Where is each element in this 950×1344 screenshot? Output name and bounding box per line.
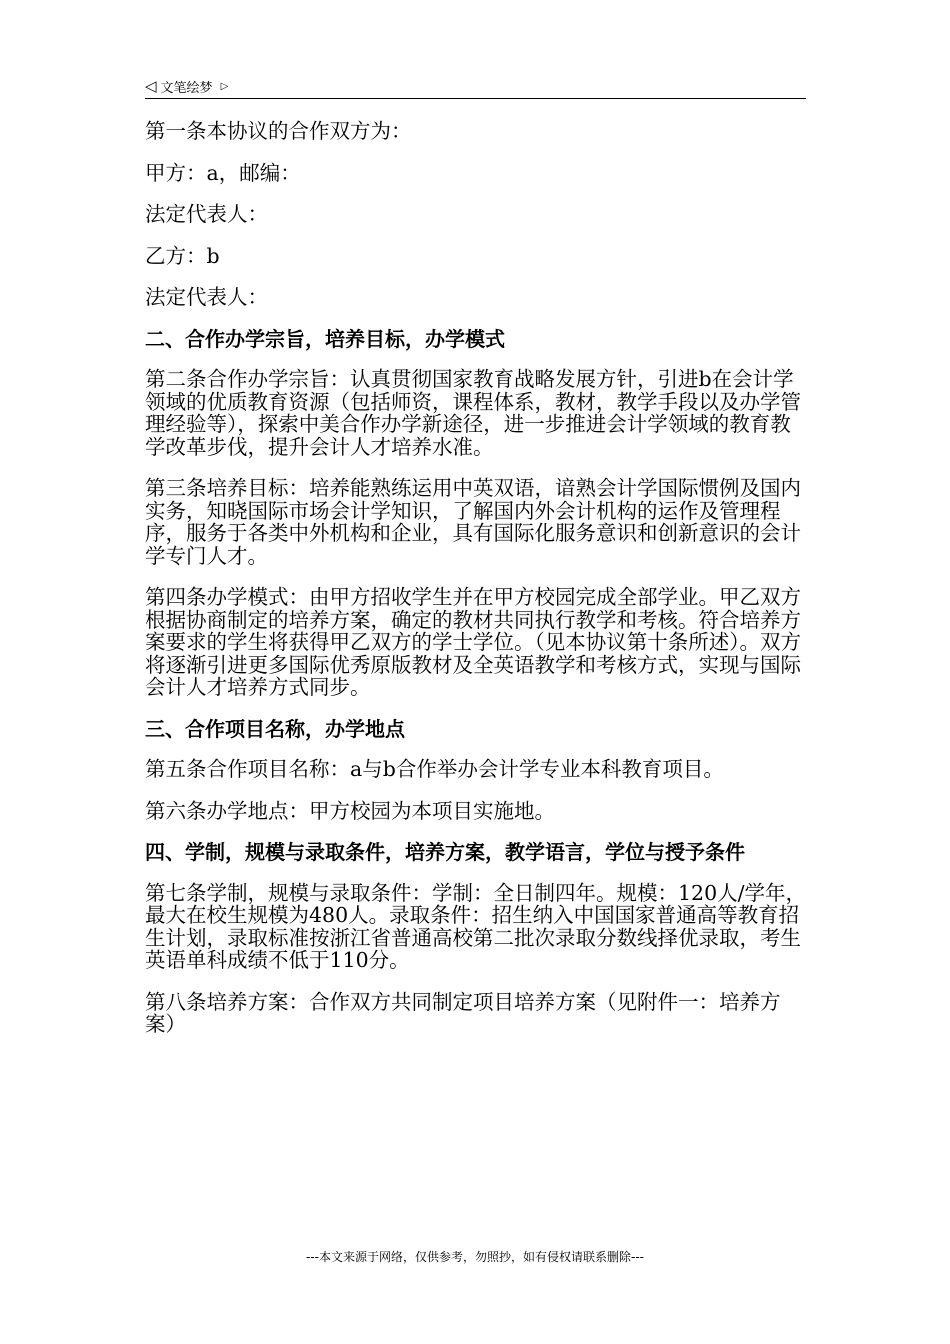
section-heading: 二、合作办学宗旨，培养目标，办学模式: [145, 326, 505, 351]
triangle-right-icon: ▷: [220, 80, 229, 92]
paragraph: 第一条本协议的合作双方为：: [145, 119, 412, 143]
paragraph: 法定代表人：: [145, 202, 268, 226]
section-heading: 三、合作项目名称，办学地点: [145, 716, 405, 741]
paragraph: 第六条办学地点：甲方校园为本项目实施地。: [145, 798, 555, 823]
paragraph: 第三条培养目标：培养能熟练运用中英双语，谙熟会计学国际惯例及国内实务，知晓国际市场会计学知识，了解国内外会计机构的运作及管理程序，服务于各类中外机构和企业，具有国际化服务意识和创新意识的会计学专门人才。: [145, 476, 801, 568]
paragraph: 乙方：b: [145, 243, 220, 268]
paragraph: 第二条合作办学宗旨：认真贯彻国家教育战略发展方针，引进b在会计学领域的优质教育资源（包括师资，课程体系，教材，教学手段以及办学管理经验等），探索中美合作办学新途径，进一步推进会计学领域的教育教学改革步伐，提升会计人才培养水准。: [145, 367, 801, 459]
paragraph: 第四条办学模式：由甲方招收学生并在甲方校园完成全部学业。甲乙双方根据协商制定的培养方案，确定的教材共同执行教学和考核。符合培养方案要求的学生将获得甲乙双方的学士学位。（见本协议第十条所述）。双方将逐渐引进更多国际优秀原版教材及全英语教学和考核方式，实现与国际会计人才培养方式同步。: [145, 585, 801, 699]
page-header: [145, 74, 806, 99]
triangle-left-icon: ◁: [145, 77, 157, 95]
section-heading: 四、学制，规模与录取条件，培养方案，教学语言，学位与授予条件: [145, 840, 745, 864]
paragraph: 第五条合作项目名称：a与b合作举办会计学专业本科教育项目。: [145, 757, 724, 781]
paragraph: 法定代表人：: [145, 285, 268, 309]
paragraph: 第八条培养方案：合作双方共同制定项目培养方案（见附件一：培养方案）: [145, 989, 781, 1036]
document-body: [145, 120, 811, 1055]
page-footer: ---本文来源于网络，仅供参考，勿照抄，如有侵权请联系删除---: [306, 1250, 644, 1264]
paragraph: 甲方：a，邮编：: [145, 160, 301, 185]
paragraph: 第七条学制，规模与录取条件：学制：全日制四年。规模：120人/学年，最大在校生规模为480人。录取条件：招生纳入中国国家普通高等教育招生计划，录取标准按浙江省普通高校第二批次录取分数线择优录取，考生英语单科成绩不低于110分。: [145, 880, 807, 972]
header-title: 文笔绘梦: [160, 80, 213, 96]
